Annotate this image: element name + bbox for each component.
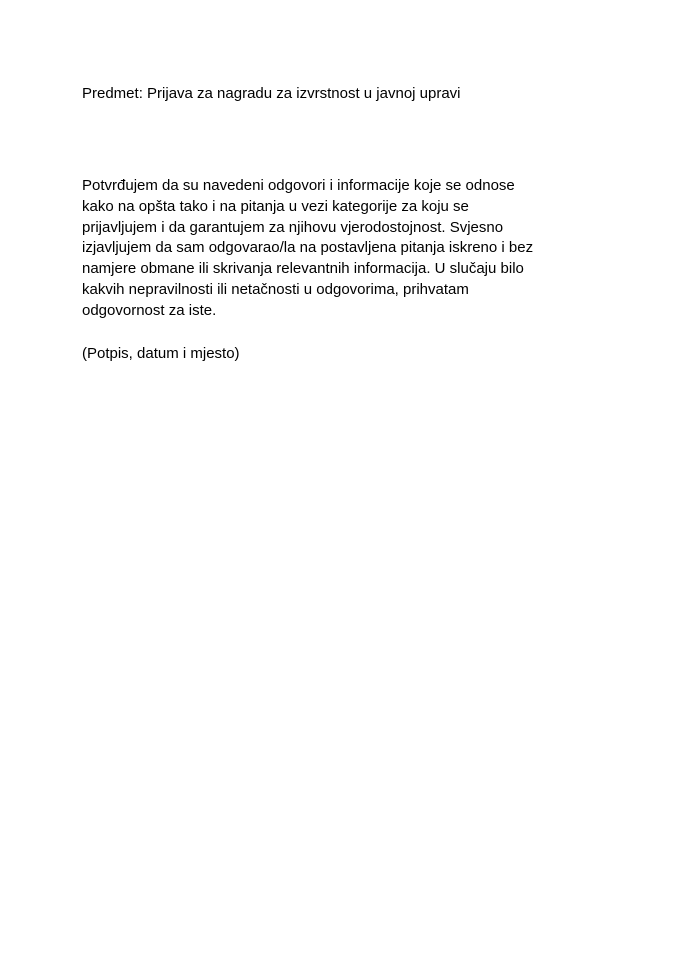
subject-line: Predmet: Prijava za nagradu za izvrstnost u javnoj upravi bbox=[82, 85, 461, 102]
declaration-line: kakvih nepravilnosti ili netačnosti u odgovorima, prihvatam bbox=[82, 280, 469, 298]
declaration-line: odgovornost za iste. bbox=[82, 301, 217, 319]
declaration-line: prijavljujem i da garantujem za njihovu vjerodostojnost. Svjesno bbox=[82, 218, 504, 236]
declaration-line: izjavljujem da sam odgovarao/la na postavljena pitanja iskreno i bez bbox=[82, 239, 534, 257]
declaration-line: kako na opšta tako i na pitanja u vezi kategorije za koju se bbox=[82, 197, 469, 215]
declaration-paragraph bbox=[82, 176, 622, 322]
declaration-line: namjere obmane ili skrivanja relevantnih informacija. U slučaju bilo bbox=[82, 260, 524, 278]
signature-placeholder: (Potpis, datum i mjesto) bbox=[82, 345, 240, 362]
declaration-line: Potvrđujem da su navedeni odgovori i informacije koje se odnose bbox=[82, 177, 515, 194]
